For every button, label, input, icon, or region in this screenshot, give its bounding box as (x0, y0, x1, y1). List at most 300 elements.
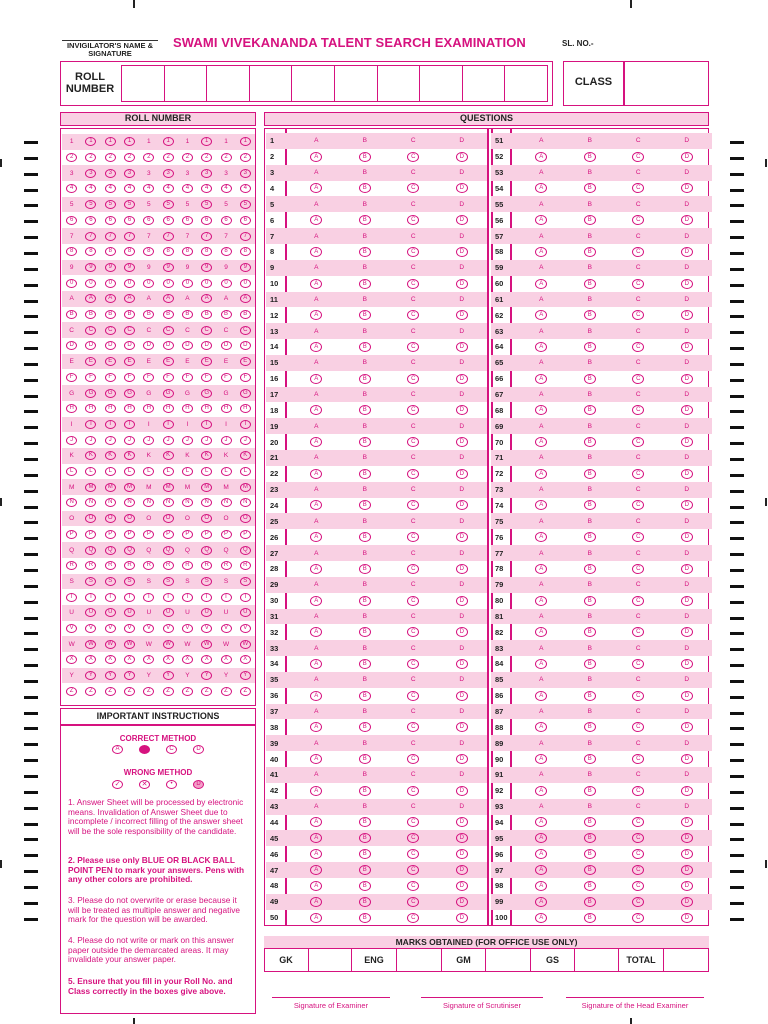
answer-bubble-b[interactable]: B (359, 183, 371, 193)
answer-option-c[interactable]: C (635, 264, 641, 272)
roll-option-bubble[interactable]: 6 (182, 216, 193, 225)
roll-option-bubble[interactable]: S (201, 577, 212, 586)
answer-option-a[interactable]: A (539, 169, 544, 177)
roll-option-bubble[interactable]: V (66, 624, 77, 633)
answer-option-a[interactable]: A (314, 422, 319, 430)
answer-option-d[interactable] (454, 849, 470, 859)
answer-bubble-a[interactable]: A (310, 596, 322, 606)
answer-option-d[interactable]: D (684, 676, 690, 684)
roll-option-bubble[interactable]: C (85, 326, 96, 335)
answer-bubble-c[interactable]: C (632, 849, 644, 859)
answer-option-a[interactable]: A (314, 264, 319, 272)
roll-option-cell[interactable] (158, 687, 177, 696)
roll-option-bubble[interactable]: 2 (182, 153, 193, 162)
roll-option-cell[interactable] (120, 137, 139, 146)
roll-option-bubble[interactable]: 4 (143, 184, 154, 193)
answer-bubble-c[interactable]: C (632, 152, 644, 162)
answer-option-c[interactable]: C (635, 549, 641, 557)
roll-option-cell[interactable] (178, 404, 197, 413)
answer-bubble-d[interactable]: D (681, 849, 693, 859)
roll-option-cell[interactable] (197, 640, 216, 649)
answer-option-a[interactable] (308, 691, 324, 701)
answer-option-c[interactable] (630, 279, 646, 289)
answer-option-a[interactable]: A (539, 264, 544, 272)
roll-option-bubble[interactable]: A (85, 294, 96, 303)
answer-option-d[interactable]: D (459, 454, 465, 462)
answer-option-a[interactable] (308, 183, 324, 193)
answer-option-a[interactable]: A (539, 422, 544, 430)
answer-option-b[interactable] (582, 627, 598, 637)
roll-option-cell[interactable] (236, 263, 255, 272)
roll-option-plain[interactable]: 9 (69, 263, 74, 271)
roll-option-bubble[interactable]: R (124, 561, 135, 570)
roll-option-plain[interactable]: S (185, 577, 190, 585)
roll-option-cell[interactable] (62, 279, 81, 288)
roll-option-bubble[interactable]: J (163, 436, 174, 445)
roll-option-bubble[interactable]: R (143, 561, 154, 570)
answer-bubble-a[interactable]: A (310, 659, 322, 669)
answer-bubble-d[interactable]: D (456, 310, 468, 320)
roll-option-plain[interactable]: C (69, 326, 74, 334)
roll-option-plain[interactable]: W (68, 640, 75, 648)
roll-option-bubble[interactable]: 1 (105, 137, 116, 146)
answer-bubble-a[interactable]: A (535, 532, 547, 542)
answer-option-b[interactable] (582, 437, 598, 447)
answer-option-d[interactable] (454, 564, 470, 574)
answer-bubble-d[interactable]: D (456, 405, 468, 415)
roll-option-bubble[interactable]: Z (182, 687, 193, 696)
answer-bubble-a[interactable]: A (310, 722, 322, 732)
marks-value-gm[interactable] (486, 949, 531, 972)
roll-option-cell[interactable] (101, 436, 120, 445)
roll-option-bubble[interactable]: 8 (124, 247, 135, 256)
roll-option-bubble[interactable]: J (143, 436, 154, 445)
answer-option-b[interactable] (357, 881, 373, 891)
roll-option-cell[interactable] (62, 373, 81, 382)
answer-option-a[interactable]: A (539, 803, 544, 811)
roll-option-bubble[interactable]: F (163, 373, 174, 382)
roll-option-bubble[interactable]: T (85, 593, 96, 602)
roll-option-bubble[interactable]: I (85, 420, 96, 429)
answer-option-d[interactable]: D (459, 486, 465, 494)
answer-option-a[interactable]: A (314, 612, 319, 620)
answer-option-a[interactable]: A (314, 169, 319, 177)
roll-option-bubble[interactable]: 7 (240, 232, 251, 241)
roll-option-cell[interactable] (120, 184, 139, 193)
roll-option-cell[interactable] (197, 326, 216, 335)
roll-option-bubble[interactable]: O (105, 514, 116, 523)
roll-option-plain[interactable]: Y (146, 672, 151, 680)
answer-option-a[interactable]: A (314, 771, 319, 779)
answer-option-d[interactable] (454, 500, 470, 510)
roll-option-bubble[interactable]: X (221, 655, 232, 664)
answer-option-c[interactable]: C (410, 517, 416, 525)
roll-option-cell[interactable] (101, 357, 120, 366)
answer-option-b[interactable]: B (587, 708, 592, 716)
roll-option-cell[interactable] (236, 216, 255, 225)
roll-option-bubble[interactable]: D (66, 341, 77, 350)
answer-option-d[interactable] (679, 437, 695, 447)
roll-option-plain[interactable]: K (146, 452, 151, 460)
roll-option-cell[interactable] (178, 373, 197, 382)
roll-option-bubble[interactable]: H (124, 404, 135, 413)
answer-bubble-b[interactable]: B (359, 405, 371, 415)
roll-option-bubble[interactable]: X (143, 655, 154, 664)
answer-option-c[interactable] (405, 405, 421, 415)
answer-option-c[interactable]: C (635, 612, 641, 620)
roll-option-bubble[interactable]: G (105, 389, 116, 398)
roll-option-bubble[interactable]: 6 (66, 216, 77, 225)
answer-bubble-b[interactable]: B (584, 374, 596, 384)
answer-bubble-d[interactable]: D (456, 152, 468, 162)
roll-option-plain[interactable]: G (184, 389, 190, 397)
roll-option-bubble[interactable]: L (85, 467, 96, 476)
roll-option-cell[interactable] (139, 310, 158, 319)
answer-option-a[interactable]: A (539, 739, 544, 747)
answer-option-b[interactable] (357, 913, 373, 923)
answer-bubble-b[interactable]: B (359, 691, 371, 701)
answer-bubble-b[interactable]: B (584, 865, 596, 875)
answer-bubble-c[interactable]: C (407, 532, 419, 542)
answer-bubble-c[interactable]: C (407, 596, 419, 606)
roll-option-cell[interactable] (120, 389, 139, 398)
answer-option-a[interactable] (533, 437, 549, 447)
answer-option-c[interactable]: C (410, 771, 416, 779)
answer-bubble-d[interactable]: D (456, 786, 468, 796)
answer-option-b[interactable] (582, 691, 598, 701)
roll-option-bubble[interactable]: U (105, 608, 116, 617)
roll-option-cell[interactable] (158, 577, 177, 586)
answer-bubble-d[interactable]: D (456, 722, 468, 732)
roll-option-bubble[interactable]: N (105, 498, 116, 507)
answer-bubble-b[interactable]: B (359, 659, 371, 669)
roll-option-bubble[interactable]: B (221, 310, 232, 319)
answer-bubble-c[interactable]: C (632, 659, 644, 669)
roll-option-cell[interactable] (158, 232, 177, 241)
roll-option-plain[interactable]: 9 (185, 263, 190, 271)
roll-option-bubble[interactable]: 8 (105, 247, 116, 256)
answer-bubble-d[interactable]: D (456, 691, 468, 701)
answer-option-b[interactable] (582, 247, 598, 257)
answer-option-c[interactable] (405, 437, 421, 447)
answer-bubble-d[interactable]: D (456, 754, 468, 764)
roll-option-bubble[interactable]: J (105, 436, 116, 445)
answer-option-b[interactable] (357, 152, 373, 162)
answer-option-a[interactable] (308, 897, 324, 907)
roll-option-plain[interactable]: 5 (224, 201, 228, 209)
answer-option-d[interactable] (454, 913, 470, 923)
roll-option-bubble[interactable]: 9 (85, 263, 96, 272)
roll-option-bubble[interactable]: C (240, 326, 251, 335)
roll-option-cell[interactable] (216, 467, 235, 476)
roll-option-cell[interactable] (197, 137, 216, 146)
answer-option-c[interactable]: C (410, 644, 416, 652)
answer-option-b[interactable]: B (362, 803, 367, 811)
answer-option-d[interactable] (679, 152, 695, 162)
roll-option-cell[interactable] (197, 373, 216, 382)
roll-option-bubble[interactable]: 0 (124, 279, 135, 288)
roll-option-cell[interactable] (81, 326, 100, 335)
roll-option-cell[interactable] (178, 310, 197, 319)
answer-option-d[interactable] (454, 754, 470, 764)
answer-bubble-c[interactable]: C (407, 374, 419, 384)
answer-bubble-b[interactable]: B (359, 279, 371, 289)
answer-bubble-b[interactable]: B (359, 881, 371, 891)
roll-option-bubble[interactable]: A (124, 294, 135, 303)
answer-option-b[interactable] (582, 469, 598, 479)
roll-option-cell[interactable] (158, 498, 177, 507)
answer-bubble-d[interactable]: D (456, 913, 468, 923)
roll-option-cell[interactable] (120, 593, 139, 602)
answer-bubble-c[interactable]: C (407, 865, 419, 875)
answer-bubble-a[interactable]: A (535, 310, 547, 320)
roll-option-bubble[interactable]: 3 (163, 169, 174, 178)
roll-option-bubble[interactable]: 0 (143, 279, 154, 288)
roll-option-cell[interactable] (139, 184, 158, 193)
roll-option-cell[interactable] (101, 561, 120, 570)
answer-bubble-a[interactable]: A (310, 183, 322, 193)
roll-option-bubble[interactable]: 1 (201, 137, 212, 146)
answer-bubble-d[interactable]: D (456, 469, 468, 479)
roll-option-cell[interactable] (236, 687, 255, 696)
roll-option-cell[interactable] (158, 294, 177, 303)
answer-bubble-b[interactable]: B (584, 532, 596, 542)
answer-bubble-b[interactable]: B (584, 817, 596, 827)
answer-option-c[interactable] (405, 342, 421, 352)
roll-option-bubble[interactable]: T (221, 593, 232, 602)
answer-option-b[interactable]: B (587, 264, 592, 272)
roll-option-cell[interactable] (81, 137, 100, 146)
answer-option-d[interactable] (679, 215, 695, 225)
answer-bubble-d[interactable]: D (456, 833, 468, 843)
answer-bubble-a[interactable]: A (310, 913, 322, 923)
roll-option-bubble[interactable]: B (240, 310, 251, 319)
roll-option-bubble[interactable]: 1 (240, 137, 251, 146)
roll-option-cell[interactable] (101, 404, 120, 413)
roll-option-cell[interactable] (81, 232, 100, 241)
roll-option-bubble[interactable]: M (124, 483, 135, 492)
roll-option-cell[interactable] (216, 310, 235, 319)
roll-option-cell[interactable] (236, 436, 255, 445)
roll-option-bubble[interactable]: N (124, 498, 135, 507)
answer-option-a[interactable] (533, 817, 549, 827)
answer-option-b[interactable]: B (587, 581, 592, 589)
answer-option-b[interactable] (357, 833, 373, 843)
roll-option-bubble[interactable]: O (240, 514, 251, 523)
roll-option-bubble[interactable]: K (240, 451, 251, 460)
answer-option-c[interactable]: C (410, 676, 416, 684)
answer-bubble-c[interactable]: C (407, 152, 419, 162)
answer-bubble-a[interactable]: A (310, 627, 322, 637)
answer-bubble-b[interactable]: B (584, 469, 596, 479)
answer-option-b[interactable] (357, 722, 373, 732)
answer-option-b[interactable] (357, 215, 373, 225)
roll-option-cell[interactable] (197, 279, 216, 288)
answer-option-a[interactable]: A (314, 391, 319, 399)
answer-option-b[interactable]: B (587, 612, 592, 620)
roll-option-cell[interactable] (236, 341, 255, 350)
answer-bubble-d[interactable]: D (681, 627, 693, 637)
answer-bubble-d[interactable]: D (681, 913, 693, 923)
answer-option-a[interactable]: A (314, 200, 319, 208)
roll-option-cell[interactable] (197, 420, 216, 429)
answer-option-d[interactable]: D (684, 169, 690, 177)
roll-option-bubble[interactable]: 4 (124, 184, 135, 193)
answer-bubble-d[interactable]: D (681, 215, 693, 225)
roll-option-cell[interactable] (139, 498, 158, 507)
answer-option-b[interactable] (357, 437, 373, 447)
answer-option-d[interactable]: D (459, 295, 465, 303)
answer-option-a[interactable] (533, 754, 549, 764)
roll-option-bubble[interactable]: X (85, 655, 96, 664)
answer-option-c[interactable]: C (635, 454, 641, 462)
roll-option-bubble[interactable]: L (182, 467, 193, 476)
answer-option-b[interactable]: B (362, 644, 367, 652)
roll-option-cell[interactable] (216, 655, 235, 664)
answer-bubble-b[interactable]: B (359, 437, 371, 447)
answer-option-b[interactable]: B (587, 137, 592, 145)
roll-option-cell[interactable] (101, 247, 120, 256)
roll-option-bubble[interactable]: U (85, 608, 96, 617)
roll-option-bubble[interactable]: G (201, 389, 212, 398)
roll-option-bubble[interactable]: 6 (143, 216, 154, 225)
answer-option-c[interactable] (630, 342, 646, 352)
roll-option-cell[interactable] (62, 687, 81, 696)
answer-option-d[interactable] (454, 722, 470, 732)
roll-option-plain[interactable]: C (146, 326, 152, 334)
answer-option-b[interactable]: B (587, 454, 592, 462)
roll-option-bubble[interactable]: A (201, 294, 212, 303)
answer-bubble-c[interactable]: C (407, 691, 419, 701)
answer-bubble-d[interactable]: D (681, 342, 693, 352)
roll-option-bubble[interactable]: V (240, 624, 251, 633)
answer-option-d[interactable] (679, 865, 695, 875)
roll-option-plain[interactable]: 5 (147, 201, 151, 209)
answer-option-a[interactable] (308, 532, 324, 542)
answer-bubble-c[interactable]: C (407, 310, 419, 320)
roll-option-bubble[interactable]: P (105, 530, 116, 539)
answer-option-b[interactable]: B (362, 486, 367, 494)
answer-bubble-b[interactable]: B (584, 279, 596, 289)
answer-bubble-d[interactable]: D (456, 596, 468, 606)
answer-option-c[interactable] (405, 897, 421, 907)
answer-bubble-c[interactable]: C (407, 786, 419, 796)
roll-option-bubble[interactable]: E (163, 357, 174, 366)
roll-option-cell[interactable] (158, 593, 177, 602)
roll-option-cell[interactable] (158, 137, 177, 146)
roll-option-cell[interactable] (139, 216, 158, 225)
roll-option-bubble[interactable]: N (240, 498, 251, 507)
answer-bubble-a[interactable]: A (310, 564, 322, 574)
roll-option-cell[interactable] (120, 247, 139, 256)
answer-option-d[interactable]: D (684, 739, 690, 747)
answer-bubble-b[interactable]: B (359, 469, 371, 479)
answer-option-a[interactable] (308, 754, 324, 764)
roll-option-bubble[interactable]: H (85, 404, 96, 413)
answer-bubble-b[interactable]: B (584, 722, 596, 732)
answer-bubble-a[interactable]: A (310, 342, 322, 352)
answer-option-d[interactable] (454, 627, 470, 637)
roll-option-bubble[interactable]: D (221, 341, 232, 350)
answer-option-c[interactable] (630, 691, 646, 701)
roll-option-cell[interactable] (81, 483, 100, 492)
answer-option-d[interactable] (679, 754, 695, 764)
answer-option-a[interactable]: A (539, 295, 544, 303)
roll-option-cell[interactable] (158, 216, 177, 225)
roll-option-plain[interactable]: A (146, 295, 151, 303)
answer-option-b[interactable]: B (587, 327, 592, 335)
roll-option-cell[interactable] (120, 216, 139, 225)
answer-option-a[interactable] (308, 564, 324, 574)
roll-option-bubble[interactable]: L (105, 467, 116, 476)
roll-option-bubble[interactable]: J (66, 436, 77, 445)
roll-option-bubble[interactable]: Z (240, 687, 251, 696)
roll-option-cell[interactable] (158, 467, 177, 476)
answer-option-c[interactable]: C (635, 771, 641, 779)
roll-option-cell[interactable] (236, 200, 255, 209)
answer-bubble-b[interactable]: B (359, 865, 371, 875)
answer-option-b[interactable] (357, 183, 373, 193)
answer-option-d[interactable] (679, 405, 695, 415)
roll-option-bubble[interactable]: D (124, 341, 135, 350)
roll-option-cell[interactable] (120, 294, 139, 303)
roll-option-cell[interactable] (101, 514, 120, 523)
answer-option-c[interactable] (630, 833, 646, 843)
answer-option-b[interactable]: B (587, 169, 592, 177)
answer-option-b[interactable] (357, 754, 373, 764)
roll-option-cell[interactable] (236, 608, 255, 617)
roll-option-bubble[interactable]: E (201, 357, 212, 366)
answer-bubble-b[interactable]: B (584, 564, 596, 574)
roll-option-bubble[interactable]: B (105, 310, 116, 319)
answer-bubble-c[interactable]: C (632, 469, 644, 479)
roll-option-bubble[interactable]: I (163, 420, 174, 429)
answer-option-d[interactable]: D (459, 803, 465, 811)
roll-option-bubble[interactable]: K (201, 451, 212, 460)
roll-option-bubble[interactable]: T (66, 593, 77, 602)
answer-option-b[interactable] (582, 659, 598, 669)
answer-bubble-b[interactable]: B (584, 215, 596, 225)
roll-option-cell[interactable] (158, 279, 177, 288)
answer-bubble-c[interactable]: C (632, 564, 644, 574)
roll-option-bubble[interactable]: Q (240, 546, 251, 555)
roll-option-bubble[interactable]: S (85, 577, 96, 586)
roll-option-plain[interactable]: 1 (69, 138, 74, 146)
roll-option-plain[interactable]: I (225, 420, 227, 428)
answer-option-b[interactable]: B (587, 295, 592, 303)
roll-option-cell[interactable] (120, 436, 139, 445)
roll-option-plain[interactable]: Q (146, 546, 152, 554)
answer-option-a[interactable] (308, 596, 324, 606)
answer-option-a[interactable] (533, 247, 549, 257)
roll-option-bubble[interactable]: 4 (163, 184, 174, 193)
roll-option-cell[interactable] (81, 561, 100, 570)
roll-option-cell[interactable] (62, 404, 81, 413)
roll-option-bubble[interactable]: T (201, 593, 212, 602)
roll-option-cell[interactable] (101, 593, 120, 602)
roll-option-bubble[interactable]: P (240, 530, 251, 539)
roll-option-bubble[interactable]: 0 (105, 279, 116, 288)
roll-option-bubble[interactable]: V (221, 624, 232, 633)
answer-option-a[interactable] (533, 865, 549, 875)
roll-option-cell[interactable] (216, 530, 235, 539)
answer-option-b[interactable] (582, 152, 598, 162)
roll-option-cell[interactable] (197, 687, 216, 696)
roll-option-cell[interactable] (120, 310, 139, 319)
roll-option-bubble[interactable]: D (163, 341, 174, 350)
answer-option-d[interactable] (454, 532, 470, 542)
roll-option-plain[interactable]: 7 (185, 232, 190, 240)
